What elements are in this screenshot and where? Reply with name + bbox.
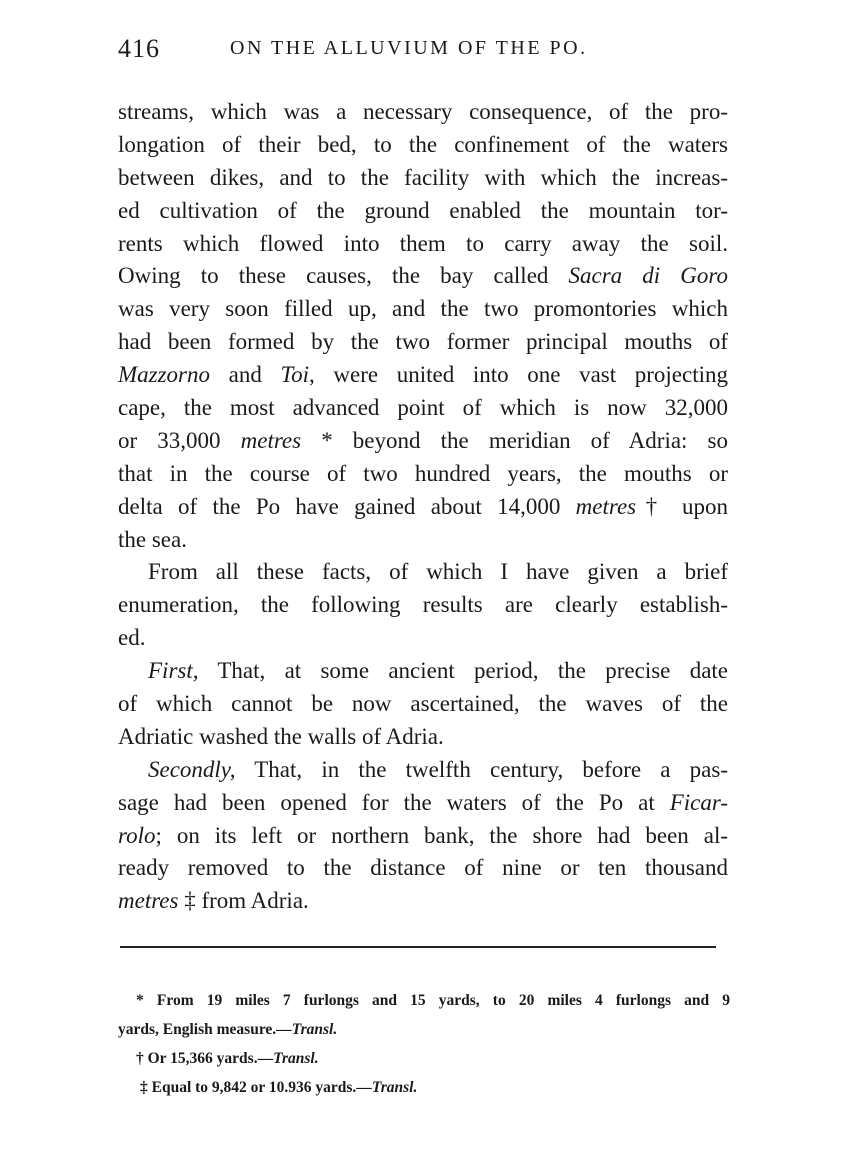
text-run: delta of the Po have gained about 14,000 xyxy=(118,493,576,519)
unit: metres xyxy=(240,427,302,453)
text-run: , were united into one vast projecting xyxy=(309,362,728,388)
place-name: Sacra di Goro xyxy=(568,263,728,289)
enumeration-word: Secondly, xyxy=(148,756,236,782)
translator-note: Transl. xyxy=(371,1079,418,1096)
text-line: the sea. xyxy=(118,526,187,552)
text-line xyxy=(118,260,728,293)
text-line xyxy=(118,885,728,918)
place-name: Mazzorno xyxy=(118,362,211,388)
text-line xyxy=(118,787,728,820)
footnote-line: * From 19 miles 7 furlongs and 15 yards, to 20 miles 4 furlongs and 9 xyxy=(136,992,730,1009)
translator-note: Transl. xyxy=(273,1050,319,1067)
text-line: between dikes, and to the facility with which the increas- xyxy=(118,164,728,190)
footnote-rule xyxy=(120,946,716,948)
text-run: That, in the twelfth century, before a pas- xyxy=(235,756,728,782)
text-line: From all these facts, of which I have given a brief xyxy=(148,559,728,585)
footnote-line xyxy=(118,1015,730,1044)
text-line: rents which flowed into them to carry away the soil. xyxy=(118,230,728,256)
unit: metres xyxy=(118,888,179,914)
text-line xyxy=(118,655,728,688)
enumeration-word: First, xyxy=(148,658,199,684)
text-line: was very soon filled up, and the two promontories which xyxy=(118,296,728,322)
text-run: † Or 15,366 yards.— xyxy=(136,1050,274,1067)
place-name: Ficar- xyxy=(669,789,728,815)
text-line xyxy=(118,359,728,392)
text-line: that in the course of two hundred years, the mouths or xyxy=(118,460,728,486)
text-line xyxy=(118,425,728,458)
text-run: yards, English measure.— xyxy=(118,1021,292,1038)
text-line: ready removed to the distance of nine or ten thousand xyxy=(118,855,728,881)
text-line: ed. xyxy=(118,625,146,651)
text-run: * beyond the meridian of Adria: so xyxy=(301,427,728,453)
footnotes xyxy=(118,986,730,1102)
text-line: Adriatic washed the walls of Adria. xyxy=(118,723,444,749)
body-text xyxy=(118,96,728,918)
place-name: Toi xyxy=(280,362,310,388)
text-run: ; on its left or northern bank, the shore had been al- xyxy=(155,822,728,848)
text-run: sage had been opened for the waters of the Po at xyxy=(118,789,670,815)
text-line: of which cannot be now ascertained, the waves of the xyxy=(118,691,728,717)
text-line: had been formed by the two former principal mouths of xyxy=(118,329,728,355)
place-name: rolo xyxy=(118,822,156,848)
text-line xyxy=(118,491,728,524)
text-run: ‡ Equal to 9,842 or 10.936 yards.— xyxy=(140,1079,372,1096)
text-run: † upon xyxy=(636,493,728,519)
text-line: enumeration, the following results are clearly establish- xyxy=(118,592,728,618)
translator-note: Transl. xyxy=(291,1021,338,1038)
text-line: cape, the most advanced point of which is now 32,000 xyxy=(118,395,728,421)
text-run: or 33,000 xyxy=(118,427,241,453)
page-number: 416 xyxy=(118,34,160,63)
text-line: ed cultivation of the ground enabled the mountain tor- xyxy=(118,197,728,223)
text-run: and xyxy=(210,362,281,388)
text-line: longation of their bed, to the confinement of the waters xyxy=(118,131,728,157)
text-run: Owing to these causes, the bay called xyxy=(118,263,569,289)
text-run: ‡ from Adria. xyxy=(178,888,309,914)
running-title: ON THE ALLUVIUM OF THE PO. xyxy=(230,37,588,59)
running-header xyxy=(118,34,730,70)
text-line xyxy=(118,820,728,853)
text-run: That, at some ancient period, the precise date xyxy=(198,658,728,684)
text-line: streams, which was a necessary consequence, of the pro- xyxy=(118,99,728,124)
footnote-line xyxy=(118,1044,730,1073)
unit: metres xyxy=(575,493,637,519)
text-line xyxy=(118,754,728,787)
footnote-line xyxy=(118,1073,730,1102)
